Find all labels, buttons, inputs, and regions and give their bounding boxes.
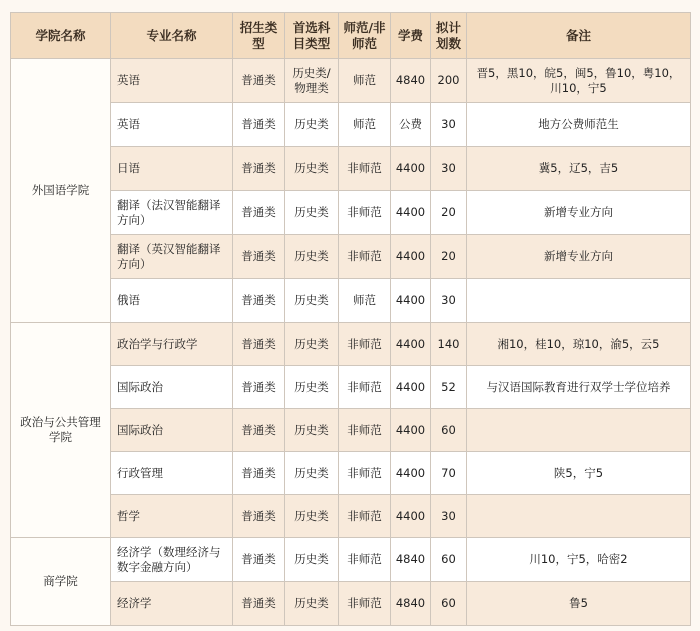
plan-cell: 140 (431, 323, 467, 366)
subject-cell: 历史类 (285, 409, 339, 452)
normal-cell: 非师范 (339, 409, 391, 452)
header-college: 学院名称 (11, 13, 111, 59)
major-cell: 翻译（法汉智能翻译方向） (111, 191, 233, 235)
fee-cell: 4400 (391, 191, 431, 235)
fee-cell: 4400 (391, 366, 431, 409)
normal-cell: 非师范 (339, 495, 391, 538)
subject-cell: 历史类 (285, 103, 339, 147)
table-row (11, 191, 691, 235)
remark-cell (467, 409, 691, 452)
remark-cell: 鲁5 (467, 582, 691, 626)
table-row (11, 366, 691, 409)
plan-cell: 30 (431, 103, 467, 147)
fee-cell: 公费 (391, 103, 431, 147)
major-cell: 经济学（数理经济与数字金融方向） (111, 538, 233, 582)
header-normal: 师范/非师范 (339, 13, 391, 59)
enroll-type-cell: 普通类 (233, 279, 285, 323)
remark-cell: 新增专业方向 (467, 191, 691, 235)
table-row (11, 279, 691, 323)
enroll-type-cell: 普通类 (233, 147, 285, 191)
major-cell: 国际政治 (111, 366, 233, 409)
remark-cell: 湘10，桂10，琼10，渝5，云5 (467, 323, 691, 366)
header-subject: 首选科目类型 (285, 13, 339, 59)
subject-cell: 历史类 (285, 191, 339, 235)
enroll-type-cell: 普通类 (233, 323, 285, 366)
major-cell: 英语 (111, 103, 233, 147)
fee-cell: 4840 (391, 538, 431, 582)
normal-cell: 非师范 (339, 366, 391, 409)
major-cell: 英语 (111, 59, 233, 103)
subject-cell: 历史类 (285, 538, 339, 582)
enroll-type-cell: 普通类 (233, 235, 285, 279)
subject-cell: 历史类 (285, 495, 339, 538)
remark-cell: 与汉语国际教育进行双学士学位培养 (467, 366, 691, 409)
enroll-type-cell: 普通类 (233, 103, 285, 147)
normal-cell: 师范 (339, 103, 391, 147)
fee-cell: 4400 (391, 279, 431, 323)
table-row (11, 235, 691, 279)
normal-cell: 非师范 (339, 582, 391, 626)
enroll-type-cell: 普通类 (233, 582, 285, 626)
plan-cell: 20 (431, 235, 467, 279)
plan-cell: 60 (431, 538, 467, 582)
major-cell: 行政管理 (111, 452, 233, 495)
remark-cell (467, 495, 691, 538)
subject-cell: 历史类 (285, 279, 339, 323)
admission-plan-table (10, 12, 691, 626)
plan-cell: 60 (431, 582, 467, 626)
subject-cell: 历史类 (285, 366, 339, 409)
table-row (11, 582, 691, 626)
major-cell: 经济学 (111, 582, 233, 626)
college-cell: 商学院 (11, 538, 111, 626)
subject-cell: 历史类 (285, 323, 339, 366)
fee-cell: 4400 (391, 147, 431, 191)
fee-cell: 4840 (391, 59, 431, 103)
plan-cell: 20 (431, 191, 467, 235)
enroll-type-cell: 普通类 (233, 495, 285, 538)
major-cell: 俄语 (111, 279, 233, 323)
plan-cell: 30 (431, 147, 467, 191)
header-plan: 拟计划数 (431, 13, 467, 59)
fee-cell: 4400 (391, 323, 431, 366)
subject-cell: 历史类 (285, 147, 339, 191)
enroll-type-cell: 普通类 (233, 59, 285, 103)
enroll-type-cell: 普通类 (233, 366, 285, 409)
subject-cell: 历史类 (285, 582, 339, 626)
normal-cell: 非师范 (339, 235, 391, 279)
header-row (11, 13, 691, 59)
remark-cell: 地方公费师范生 (467, 103, 691, 147)
plan-cell: 60 (431, 409, 467, 452)
subject-cell: 历史类 (285, 235, 339, 279)
normal-cell: 非师范 (339, 323, 391, 366)
remark-cell: 陕5，宁5 (467, 452, 691, 495)
fee-cell: 4400 (391, 495, 431, 538)
normal-cell: 非师范 (339, 538, 391, 582)
table-row (11, 409, 691, 452)
enroll-type-cell: 普通类 (233, 452, 285, 495)
table-row (11, 103, 691, 147)
header-remark: 备注 (467, 13, 691, 59)
college-cell: 外国语学院 (11, 59, 111, 323)
plan-cell: 200 (431, 59, 467, 103)
normal-cell: 师范 (339, 279, 391, 323)
remark-cell: 晋5，黑10，皖5，闽5，鲁10，粤10，川10，宁5 (467, 59, 691, 103)
header-enroll-type: 招生类型 (233, 13, 285, 59)
remark-cell: 冀5，辽5，吉5 (467, 147, 691, 191)
college-cell: 政治与公共管理学院 (11, 323, 111, 538)
table-row (11, 147, 691, 191)
plan-cell: 52 (431, 366, 467, 409)
major-cell: 哲学 (111, 495, 233, 538)
plan-cell: 30 (431, 279, 467, 323)
fee-cell: 4400 (391, 409, 431, 452)
subject-cell: 历史类 (285, 452, 339, 495)
normal-cell: 非师范 (339, 147, 391, 191)
plan-cell: 30 (431, 495, 467, 538)
remark-cell (467, 279, 691, 323)
fee-cell: 4400 (391, 235, 431, 279)
admission-plan-table-wrapper (10, 12, 691, 626)
major-cell: 翻译（英汉智能翻译方向） (111, 235, 233, 279)
major-cell: 日语 (111, 147, 233, 191)
remark-cell: 川10，宁5，哈密2 (467, 538, 691, 582)
subject-cell: 历史类/物理类 (285, 59, 339, 103)
major-cell: 政治学与行政学 (111, 323, 233, 366)
header-fee: 学费 (391, 13, 431, 59)
table-row (11, 538, 691, 582)
enroll-type-cell: 普通类 (233, 538, 285, 582)
major-cell: 国际政治 (111, 409, 233, 452)
normal-cell: 师范 (339, 59, 391, 103)
table-row (11, 495, 691, 538)
fee-cell: 4400 (391, 452, 431, 495)
fee-cell: 4840 (391, 582, 431, 626)
header-major: 专业名称 (111, 13, 233, 59)
normal-cell: 非师范 (339, 452, 391, 495)
enroll-type-cell: 普通类 (233, 409, 285, 452)
normal-cell: 非师范 (339, 191, 391, 235)
table-row (11, 59, 691, 103)
table-row (11, 323, 691, 366)
plan-cell: 70 (431, 452, 467, 495)
enroll-type-cell: 普通类 (233, 191, 285, 235)
table-row (11, 452, 691, 495)
remark-cell: 新增专业方向 (467, 235, 691, 279)
